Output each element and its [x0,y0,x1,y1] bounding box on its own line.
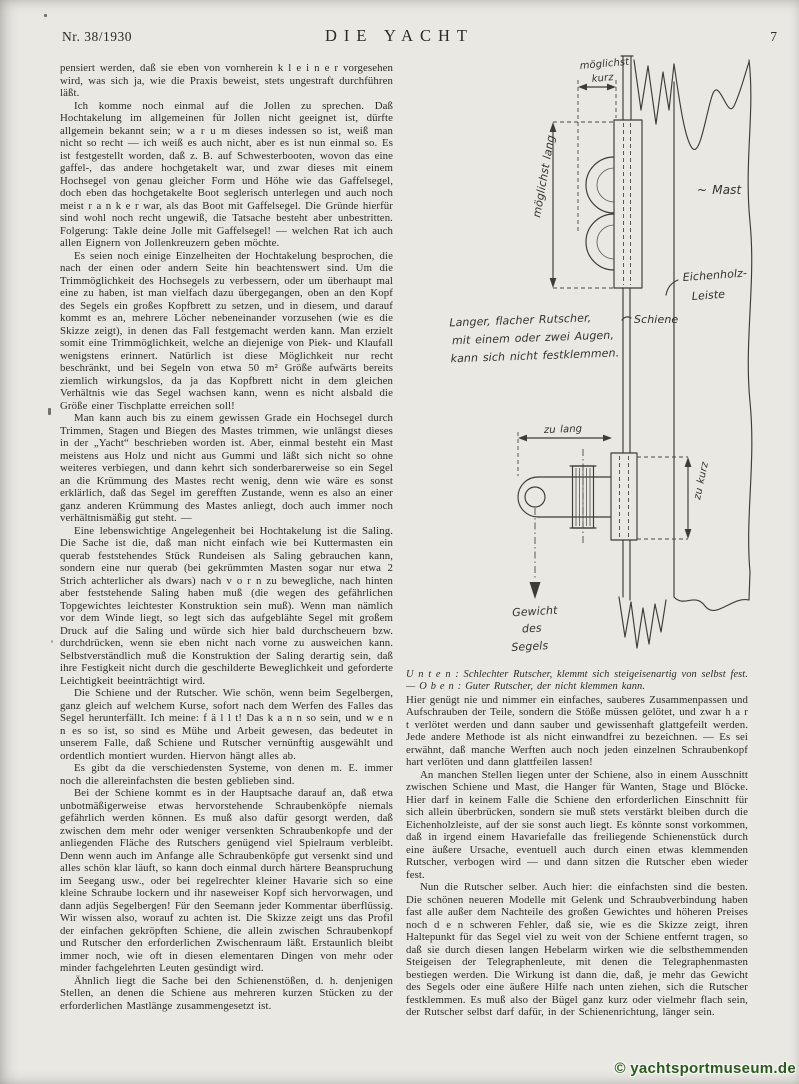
bad-slider [518,449,637,545]
page-number: 7 [770,29,777,44]
dim-moeglichst-lang [530,122,622,288]
svg-text:zu lang: zu lang [543,423,583,436]
paragraph: Nun die Rutscher selber. Auch hier: die einfachsten sind die besten. Die schönen neueren Modelle mit Gelenk und Schraubverbindung haben fast alle außer dem Nachteile des großen Gewichtes und höheren Preises noch d e n schweren Fehler, daß sie, wie es die Skizze zeigt, ihren Haltepunkt für das Segel viel zu weit von der Schiene entfernt tragen, so daß sie durch diesen langen Hebelarm wirken wie die selbsthemmenden Steigeisen der Telegraphenleute, mit denen die Telegraphenmasten bestiegen werden. Die Wirkung ist dann die, daß, je mehr das Gewicht des Segels oder eine äußere Hilfe nach unten ziehen, sich die Rutscher festklemmen. Es muß also der Bügel ganz kurz oder vielmehr flach sein, der Rutscher selbst darf dafür, in der Schienenrichtung, länger sein. [406,881,748,1019]
issue-number: Nr. 38/1930 [62,29,133,44]
paragraph: Es seien noch einige Einzelheiten der Hochtakelung besprochen, die nach der einen oder andern Seite hin beachtenswert sind. Um die Trimmöglichkeit des Hochsegels zu verbessern, oder um überhaupt mal eine zu haben, ist man vielfach dazu übergegangen, oben an den Kopf des Segels ein großes Kopfbrett zu setzen, und in diesem, und darauf kommt es an, mehrere Löcher nebeneinander vorzusehen (wie es die Skizze zeigt), in denen das Fall festgemacht werden kann. Man erzielt somit eine Trimmöglichkeit, welche an diejenige von Piek- und Klaufall wenigstens erinnert. Natürlich ist diese Möglichkeit nur recht beschränkt, und bei Segeln von etwa 50 m² Größe aufwärts bereits ziemlich wirkungslos, da ja das Kopfbrett nicht in dem gleichen Verhältnis wie das Segel wachsen kann, wenn es nicht alsbald die Größe einer Tischplatte erreichen soll! [60,249,393,412]
page-title: DIE YACHT [324,26,474,45]
svg-text:möglichst lang: möglichst lang [530,134,558,219]
paragraph: Eine lebenswichtige Angelegenheit bei Hochtakelung ist die Saling. Die Sache ist die, daß man nicht einfach wie bei Kuttermasten ein querab feststehendes Stück Rundeisen als Saling gebrauchen kann, sondern eine nur querab (bei gekrümmten Masten sogar nur etwa 2 Strich achterlicher als dwars) nach v o r n zu bewegliche, nach hinten aber feststehende Saling haben muß (die wegen des gefährlichen Topgewichtes leichtester Konstruktion sein muß). Wenn man nämlich vor dem Winde liegt, so legt sich das aufgeblähte Segel mit großem Druck auf die Saling und würde sich hier bald durchscheuern bzw. durchdrücken, wenn sie eben nicht nach vorne zu ausweichen kann. Selbstverständlich muß die Konstruktion der Saling derartig sein, daß ihre Festigkeit nicht durch die geschilderte Beweglichkeit und geforderte Leichtigkeit beeinträchtigt wird. [60,524,393,687]
rutscher-note [449,310,619,365]
paragraph: An manchen Stellen liegen unter der Schiene, also in einem Ausschnitt zwischen Schiene und Mast, die Hanger für Wanten, Stage und Blöcke. Hier darf in keinem Falle die Schiene den erforderlichen Einschnitt für sich allein überbrücken, sondern sie muß stets verstärkt bleiben durch die Eichenholzleiste, auf der sie sonst auch liegt. Es könnte sonst vorkommen, daß in irgend einem Havariefalle das freiliegende Schienenstück durch eine äußere Ursache, eventuell auch durch einen etwas klemmenden Rutscher, verbogen wird — und dann sitzen die Rutscher eben wieder fest. [406,768,748,881]
eichenholz-label [666,267,747,303]
paragraph: Es gibt da die verschiedensten Systeme, von denen m. E. immer noch die allereinfachsten die besten geblieben sind. [60,762,393,787]
paragraph: pensiert werden, daß sie eben von vornherein k l e i n e r vorgesehen wird, was sich ja, wie die Praxis beweist, stets ungestraft durchführen läßt. [60,62,393,99]
right-column [406,52,748,1019]
scan-speck [51,640,53,643]
paragraph: Die Schiene und der Rutscher. Wie schön, wenn beim Segelbergen, ganz gleich auf welchem Kurse, sofort nach dem Werfen des Falles das Segel herunterfällt. Ich meine: f ä l l t! Das k a n n so sein, und w e n n es so ist, so sind es Mühe und Arbeit gewesen, das bedeutet in unserem Falle, daß Schiene und Rutscher vernünftig ausgewählt und ordentlich montiert wurden. Hiervon hängt alles ab. [60,687,393,762]
left-column [60,62,393,1012]
svg-text:Langer, flacher Rutscher,: Langer, flacher Rutscher, [449,311,592,330]
svg-text:Schiene: Schiene [634,313,679,326]
svg-text:zu kurz: zu kurz [692,461,711,501]
dim-zu-lang [518,424,612,476]
svg-text:Eichenholz-: Eichenholz- [682,266,748,284]
paragraph: Bei der Schiene kommt es in der Hauptsache darauf an, daß etwa unbotmäßigerweise etwas hervorstehende Schraubenköpfe niemals gefährlich werden können. Es muß also dafür gesorgt werden, daß zwischen dem mehr oder weniger versenkten Schraubenkopfe und der anliegenden Fläche des Rutschers genügend viel Spielraum verbleibt. Denn wenn auch im Anfange alle Schraubenköpfe gut versenkt sind und alles schön klar läuft, so kann doch einmal durch härtere Beanspruchung im Seegang usw., oder bei regelrechter kleiner Havarie sich so eine kleine Schraube lockern und ihr naseweiser Kopf sich hervorwagen, und dann adjüs Segelbergen! Für den Seemann jeder Kommentar überflüssig. Wir wissen also, worauf zu achten ist. Die Skizze zeigt uns das Profil der einfachen gekröpften Schiene, die allein zwischen Schraubenkopf und Rutscher den erforderlichen Zwischenraum läßt. Erstaunlich bleibt immer noch, wie oft in diesen elementaren Dingen von mehr oder minder fachgelehrten Leuten gesündigt wird. [60,787,394,974]
paragraph: Hier genügt nie und nimmer ein einfaches, sauberes Zusammenpassen und Aufschrauben der Teile, sondern die Stöße müssen gelötet, und zwar h a r t verlötet werden und dann sauber und gewissenhaft glattgefeilt werden. Jede andere Methode ist als nicht einwandfrei zu bezeichnen. — Es sei erwähnt, daß manche Werften auch noch jeden einzelnen Schraubenkopf hart verlöten und dann glattfeilen lassen! [406,693,748,769]
figure-caption: U n t e n : Schlechter Rutscher, klemmt sich steigeisenartig von selbst fest. — O b e n : Guter Rutscher, der nicht klemmen kann. [406,669,748,693]
paragraph: Man kann auch bis zu einem gewissen Grade ein Hochsegel durch Trimmen, Stagen und Biegen des Mastes trimmen, wie unlängst dieses in der „Yacht“ beschrieben worden ist. Aber, einmal besteht ein Mast meistens aus Holz und nicht aus Gummi und läßt sich nicht so ohne weiteres verbiegen, und dann kehrt sich sonderbarerweise so ein Segel an die Krümmung des Mastes recht wenig, denn wie wäre es sonst erklärlich, daß das Segel im gerefften Zustande, wenn es also an einer ganz anderen Krümmung des Mastes anliegt, doch auch immer noch verhältnismäßig gut steht. — [60,412,393,524]
mast-sketch [634,60,752,610]
svg-text:des: des [521,621,543,636]
svg-text:kurz: kurz [591,72,615,85]
scan-speck [44,14,47,17]
watermark: © yachtsportmuseum.de [614,1060,796,1077]
svg-text:Leiste: Leiste [691,287,726,303]
mast-label: ~ Mast [697,183,742,197]
svg-text:kann sich nicht festklemmen.: kann sich nicht festklemmen. [450,346,620,366]
svg-text:möglichst: möglichst [579,56,630,72]
svg-text:Gewicht: Gewicht [511,603,558,620]
scan-speck [48,408,51,415]
svg-text:Segels: Segels [511,639,549,654]
paragraph: Ich komme noch einmal auf die Jollen zu sprechen. Daß Hochtakelung im allgemeinen für Jollen nicht geeignet ist, dürfte allgemein bekannt sein; w a r u m dieses indessen so ist, weiß man nicht so recht — ich weiß es auch nicht, aber es ist nun einmal so. Es ist festgestellt worden, daß z. B. auf Schwesterbooten, wovon das eine gaffel-, das andere hochgetakelt war, und zwar dieses mit einem Hochsegel von genau gleicher Form und Höhe wie das Gaffelsegel, doch eben das hochgetakelte Boot seglerisch unterlegen und auch noch meist r a n k e r war, als das Boot mit Gaffelsegel. Die Gründe hierfür sind wohl noch recht ungewiß, die Tatsache besteht aber unbestritten. Folgerung: Takle deine Jolle mit Gaffelsegel! — welchen Rat ich auch allen Eignern von Jollenkreuzern geben möchte. [60,99,393,249]
rail [619,288,666,648]
paragraph: Ähnlich liegt die Sache bei den Schienenstößen, d. h. denjenigen Stellen, an denen die Schiene aus mehreren kurzen Stücken zu der erforderlichen Mastlänge zusammengesetzt ist. [60,974,393,1012]
good-slider [586,120,642,288]
rigging-diagram [416,52,791,664]
svg-text:mit einem oder zwei Augen,: mit einem oder zwei Augen, [451,328,615,348]
gewicht-arrow [511,508,558,654]
